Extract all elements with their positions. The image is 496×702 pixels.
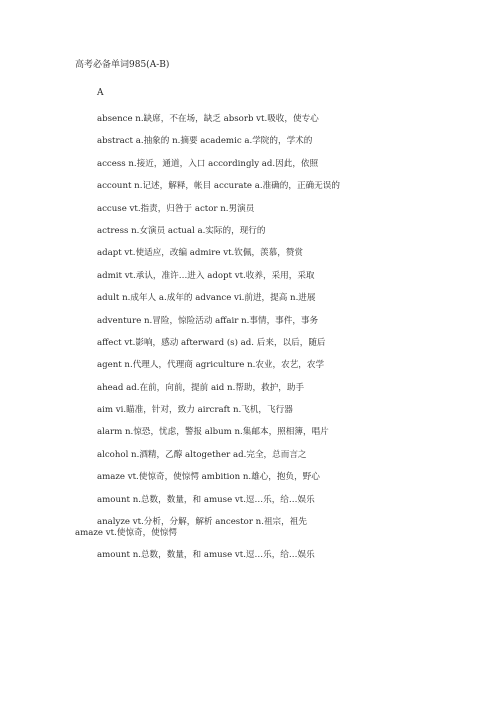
section-heading: A <box>97 88 104 98</box>
word-entry <box>97 316 477 327</box>
word-entry <box>97 159 477 170</box>
entry-text: absence n.缺席，不在场，缺乏 absorb vt.吸收，使专心 <box>97 114 319 124</box>
word-entry <box>97 360 477 371</box>
word-entry <box>97 181 477 192</box>
word-entry <box>97 226 477 237</box>
entry-text: analyze vt.分析，分解，解析 ancestor n.祖宗，祖先 <box>97 517 307 528</box>
word-entry <box>97 405 477 416</box>
word-entry <box>97 271 477 282</box>
document-title: 高考必备单词985(A-B) <box>75 60 170 70</box>
entry-text: amount n.总数，数量，和 amuse vt.逗…乐，给…娱乐 <box>97 494 315 505</box>
entry-text: adult n.成年人 a.成年的 advance vi.前进，提高 n.进展 <box>97 293 316 304</box>
entry-text: aim vi.瞄准，针对，致力 aircraft n.飞机，飞行器 <box>97 405 293 416</box>
word-entry <box>97 136 477 147</box>
word-entry <box>75 517 477 539</box>
word-entry <box>97 248 477 259</box>
entry-text: alarm n.惊恐，忧虑，警报 album n.集邮本，照相簿，唱片 <box>97 427 329 438</box>
entry-wrapped-text: amaze vt.使惊奇，使惊愕 <box>75 528 177 539</box>
entry-text: amaze vt.使惊奇，使惊愕 ambition n.雄心，抱负，野心 <box>97 472 320 483</box>
entry-text: access n.接近，通道，入口 accordingly ad.因此，依照 <box>97 158 319 169</box>
word-entry <box>97 450 477 461</box>
word-entry <box>97 550 477 561</box>
word-entry <box>97 495 477 506</box>
word-entry <box>97 114 477 125</box>
word-entry <box>97 383 477 394</box>
word-list <box>75 114 477 573</box>
entry-text: affect vt.影响，感动 afterward (s) ad. 后来，以后，随后 <box>97 337 326 348</box>
entry-text: admit vt.承认，准许…进入 adopt vt.收养，采用，采取 <box>97 270 315 281</box>
entry-text: account n.记述，解释，帐目 accurate a.准确的，正确无误的 <box>97 181 340 192</box>
entry-text: ahead ad.在前，向前，提前 aid n.帮助，救护，助手 <box>97 382 305 393</box>
entry-text: adapt vt.使适应，改编 admire vt.钦佩，羡慕，赞赏 <box>97 248 304 259</box>
word-entry <box>97 293 477 304</box>
entry-text: adventure n.冒险，惊险活动 affair n.事情，事件，事务 <box>97 315 319 326</box>
word-entry <box>97 472 477 483</box>
entry-text: alcohol n.酒精，乙醇 altogether ad.完全，总而言之 <box>97 449 307 460</box>
word-entry <box>97 338 477 349</box>
word-entry <box>97 204 477 215</box>
entry-text: abstract a.抽象的 n.摘要 academic a.学院的，学术的 <box>97 136 313 147</box>
entry-text: agent n.代理人，代理商 agriculture n.农业，农艺，农学 <box>97 360 325 371</box>
entry-text: accuse vt.指责，归咎于 actor n.男演员 <box>97 203 255 214</box>
entry-text: actress n.女演员 actual a.实际的，现行的 <box>97 225 266 236</box>
word-entry <box>97 427 477 438</box>
entry-text: amount n.总数，数量，和 amuse vt.逗…乐，给…娱乐 <box>97 550 315 561</box>
